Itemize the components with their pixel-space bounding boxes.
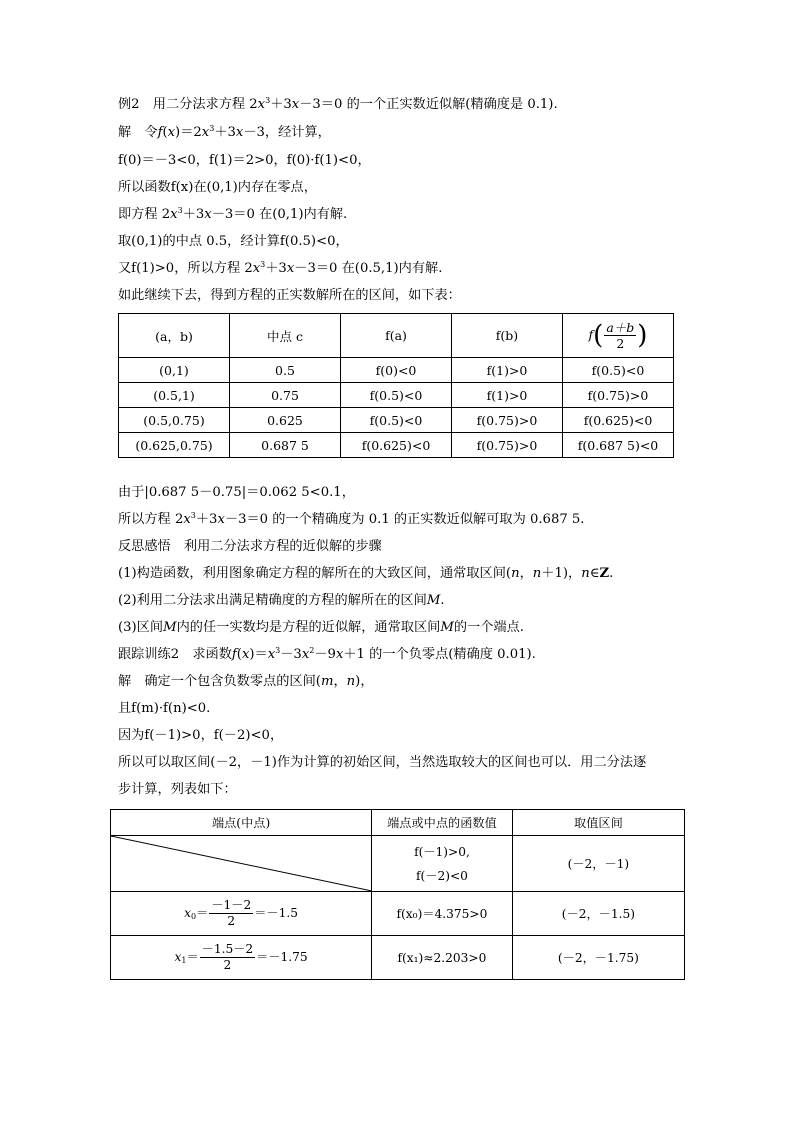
table-header-cell: f(b) [452, 314, 563, 358]
solution-line: 又f(1)>0，所以方程 $2x^3+3x-3=0$ 在(0.5,1)内有解. [118, 260, 443, 276]
exercise-line: 步计算，列表如下： [118, 782, 237, 797]
table-header-cell: f( $\frac{a+b}{2}$ ) [563, 314, 674, 358]
reflection-step: (2)利用二分法求出满足精确度的方程的解所在的区间M. [118, 593, 445, 608]
solution-line: 取(0,1)的中点 0.5，经计算f(0.5)<0， [118, 234, 349, 249]
table-header-cell: 端点(中点) [111, 810, 372, 836]
exercise-line: 所以可以取区间(－2，－1)作为计算的初始区间，当然选取较大的区间也可以．用二分法逐 [118, 755, 647, 770]
table-header-row [119, 314, 674, 358]
table-row: (0.5,0.75) 0.625 f(0.5)<0 f(0.75)>0 f(0.625)<0 [119, 408, 674, 433]
reflection-title: 反思感悟 利用二分法求方程的近似解的步骤 [118, 539, 382, 554]
exercise-table [110, 809, 685, 980]
table-row: $x_1=$ $\frac{-1.5-2}{2}$ ＝－1.75 f(x₁)≈2.203>0 (－2，－1.75) [111, 936, 685, 980]
table-header-cell: f(a) [341, 314, 452, 358]
table-header-cell: 端点或中点的函数值 [372, 810, 513, 836]
table-row: f(－1)>0, f(－2)<0 (－2，－1) [111, 836, 685, 892]
conclusion-line: 由于|0.687 5－0.75|＝0.062 5<0.1， [118, 485, 355, 500]
table-header-row [111, 810, 685, 836]
table-header-cell: (a，b) [119, 314, 230, 358]
solution-line: 如此继续下去，得到方程的正实数解所在的区间，如下表： [118, 288, 461, 303]
solution-line: f(0)＝－3<0，f(1)＝2>0，f(0)·f(1)<0， [118, 153, 371, 168]
exercise-line: 解 确定一个包含负数零点的区间(m，n)， [118, 674, 374, 689]
table-row: $x_0=$ $\frac{-1-2}{2}$ ＝－1.5 f(x₀)＝4.375>0 (－2，－1.5) [111, 892, 685, 936]
solution-line: 所以函数f(x)在(0,1)内存在零点， [118, 180, 317, 195]
table-row: (0.5,1) 0.75 f(0.5)<0 f(1)>0 f(0.75)>0 [119, 383, 674, 408]
reflection-step: (1)构造函数，利用图象确定方程的解所在的大致区间，通常取区间(n，n＋1)，n∈Z. [118, 566, 614, 581]
example-title: 例2 用二分法求方程 $2x^3+3x-3=0$ 的一个正实数近似解(精确度是 0.1). [118, 96, 558, 112]
bisection-table [118, 313, 674, 458]
solution-line: 解 令$f(x)=2x^3+3x-3$，经计算， [118, 124, 331, 140]
diagonal-cell [111, 836, 372, 892]
table-row: (0,1) 0.5 f(0)<0 f(1)>0 f(0.5)<0 [119, 358, 674, 383]
exercise-line: 且f(m)·f(n)<0. [118, 701, 211, 716]
diagonal-line [111, 836, 372, 891]
table-row: (0.625,0.75) 0.687 5 f(0.625)<0 f(0.75)>0 f(0.687 5)<0 [119, 433, 674, 458]
reflection-step: (3)区间M内的任一实数均是方程的近似解，通常取区间M的一个端点. [118, 620, 524, 635]
conclusion-line: 所以方程 $2x^3+3x-3=0$ 的一个精确度为 0.1 的正实数近似解可取为 0.687 5. [118, 511, 585, 527]
table-header-cell: 取值区间 [512, 810, 684, 836]
exercise-title: 跟踪训练2 求函数$f(x)=x^3-3x^2-9x+1$ 的一个负零点(精确度 0.01). [118, 646, 536, 662]
solution-line: 即方程 $2x^3+3x-3=0$ 在(0,1)内有解. [118, 206, 348, 222]
table-header-cell: 中点 c [230, 314, 341, 358]
exercise-line: 因为f(－1)>0，f(－2)<0， [118, 728, 284, 743]
